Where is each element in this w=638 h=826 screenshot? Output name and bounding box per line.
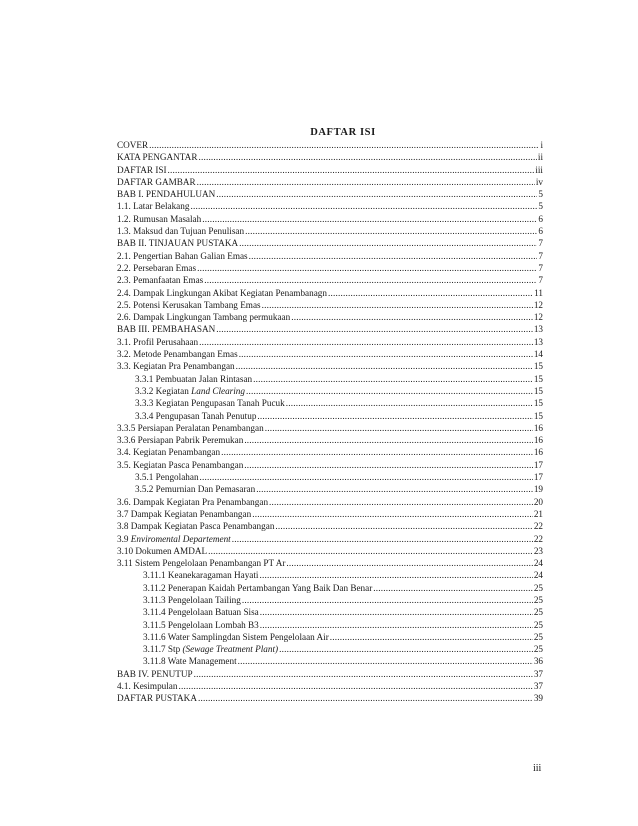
toc-entry-label: 3.3.5 Persiapan Peralatan Penambangan xyxy=(117,422,264,433)
dot-leader xyxy=(198,151,536,163)
dot-leader xyxy=(330,631,533,643)
toc-entry-label: BAB III. PEMBAHASAN xyxy=(117,324,216,335)
dot-leader xyxy=(239,237,537,249)
toc-entry xyxy=(117,164,543,176)
toc-entry-page: i xyxy=(540,140,543,150)
toc-entry xyxy=(117,496,543,508)
toc-entry xyxy=(117,373,543,385)
dot-leader xyxy=(291,311,533,323)
toc-entry xyxy=(117,582,543,594)
toc-entry-label: 3.11.6 Water Samplingdan Sistem Pengelolaan Air xyxy=(143,631,329,642)
toc-entry-page: 7 xyxy=(538,275,543,286)
dot-leader xyxy=(260,619,533,631)
toc-entry-page: 12 xyxy=(533,299,543,310)
dot-leader xyxy=(246,385,533,397)
toc-entry xyxy=(117,213,543,225)
toc-entry-label: 3.3.6 Persiapan Pabrik Peremukan xyxy=(117,435,244,446)
toc-entry-page: 5 xyxy=(538,201,543,212)
dot-leader xyxy=(245,225,537,237)
toc-entry-label: 3.11.1 Keanekaragaman Hayati xyxy=(143,570,259,581)
dot-leader xyxy=(265,422,533,434)
toc-entry xyxy=(117,299,543,311)
dot-leader xyxy=(200,471,533,483)
toc-entry-label: 3.3.2 Kegiatan Land Clearing xyxy=(135,385,245,396)
toc-entry xyxy=(117,385,543,397)
toc-entry-page: 25 xyxy=(533,594,543,605)
dot-leader xyxy=(198,692,533,704)
dot-leader xyxy=(279,643,533,655)
dot-leader xyxy=(286,397,533,409)
dot-leader xyxy=(238,655,533,667)
toc-entry-page: 5 xyxy=(538,189,543,200)
toc-entry-page: 7 xyxy=(538,250,543,261)
toc-entry-page: 15 xyxy=(533,373,543,384)
dot-leader xyxy=(260,606,533,618)
toc-entry-label: 3.11.8 Wate Management xyxy=(143,656,237,667)
toc-entry-label: 2.2. Persebaran Emas xyxy=(117,262,197,273)
toc-entry xyxy=(117,606,543,618)
toc-entry-page: ii xyxy=(537,152,543,163)
toc-entry xyxy=(117,151,543,163)
toc-entry-page: 7 xyxy=(538,262,543,273)
dot-leader xyxy=(190,200,537,212)
dot-leader xyxy=(373,582,533,594)
toc-entry-label: BAB I. PENDAHULUAN xyxy=(117,189,216,200)
toc-entry xyxy=(117,287,543,299)
toc-entry-page: 14 xyxy=(533,349,543,360)
toc-entry-page: 25 xyxy=(533,607,543,618)
toc-entry xyxy=(117,692,543,704)
dot-leader xyxy=(259,569,532,581)
toc-entry-page: 36 xyxy=(533,656,543,667)
toc-entry-label: 3.3. Kegiatan Pra Penambangan xyxy=(117,361,235,372)
dot-leader xyxy=(202,213,537,225)
toc-entry xyxy=(117,643,543,655)
toc-entry xyxy=(117,483,543,495)
dot-leader xyxy=(168,164,535,176)
toc-entry-page: 6 xyxy=(538,213,543,224)
table-of-contents xyxy=(117,139,543,705)
toc-entry xyxy=(117,360,543,372)
toc-entry-page: 13 xyxy=(533,324,543,335)
dot-leader xyxy=(149,139,539,151)
toc-entry-page: 15 xyxy=(533,410,543,421)
dot-leader xyxy=(256,483,533,495)
toc-entry-page: 39 xyxy=(533,693,543,704)
dot-leader xyxy=(257,410,532,422)
toc-entry-label: BAB IV. PENUTUP xyxy=(117,668,193,679)
toc-entry xyxy=(117,237,543,249)
toc-entry-label: 1.1. Latar Belakang xyxy=(117,201,190,212)
toc-entry xyxy=(117,508,543,520)
toc-entry-page: 22 xyxy=(533,521,543,532)
toc-entry xyxy=(117,545,543,557)
dot-leader xyxy=(178,680,532,692)
toc-entry-label: BAB II. TINJAUAN PUSTAKA xyxy=(117,238,239,249)
dot-leader xyxy=(208,545,533,557)
toc-entry-label: KATA PENGANTAR xyxy=(117,152,198,163)
toc-entry-label: 3.4. Kegiatan Penambangan xyxy=(117,447,221,458)
toc-entry xyxy=(117,200,543,212)
dot-leader xyxy=(194,668,533,680)
dot-leader xyxy=(269,496,533,508)
toc-entry-page: 22 xyxy=(533,533,543,544)
toc-entry-page: 17 xyxy=(533,459,543,470)
dot-leader xyxy=(236,360,533,372)
toc-entry-label: 3.10 Dokumen AMDAL xyxy=(117,545,208,556)
toc-entry xyxy=(117,262,543,274)
toc-entry-page: 23 xyxy=(533,545,543,556)
toc-entry xyxy=(117,397,543,409)
toc-entry-label: 3.11.4 Pengelolaan Batuan Sisa xyxy=(143,607,259,618)
toc-entry-label: 3.11.2 Penerapan Kaidah Pertambangan Yang Baik Dan Benar xyxy=(143,582,373,593)
toc-entry xyxy=(117,250,543,262)
dot-leader xyxy=(253,373,533,385)
toc-entry-label: 3.7 Dampak Kegiatan Penambangan xyxy=(117,508,252,519)
toc-entry-label: DAFTAR ISI xyxy=(117,164,167,175)
toc-entry-label: 3.3.3 Kegiatan Pengupasan Tanah Pucuk xyxy=(135,398,285,409)
toc-entry-label: 4.1. Kesimpulan xyxy=(117,681,178,692)
toc-entry xyxy=(117,348,543,360)
toc-entry xyxy=(117,569,543,581)
toc-entry xyxy=(117,176,543,188)
page-title: DAFTAR ISI xyxy=(310,127,376,138)
toc-entry xyxy=(117,520,543,532)
toc-entry-label: 2.6. Dampak Lingkungan Tambang permukaan xyxy=(117,312,291,323)
toc-entry-page: 24 xyxy=(533,570,543,581)
toc-entry xyxy=(117,471,543,483)
toc-entry xyxy=(117,446,543,458)
toc-entry-label: DAFTAR GAMBAR xyxy=(117,176,196,187)
toc-entry xyxy=(117,680,543,692)
toc-entry xyxy=(117,225,543,237)
toc-entry-page: 7 xyxy=(538,238,543,249)
toc-entry-label: COVER xyxy=(117,140,149,150)
toc-entry-label: 3.6. Dampak Kegiatan Pra Penambangan xyxy=(117,496,269,507)
toc-entry-label: 3.1. Profil Perusahaan xyxy=(117,336,199,347)
dot-leader xyxy=(262,299,533,311)
toc-entry xyxy=(117,434,543,446)
dot-leader xyxy=(252,508,533,520)
toc-entry-page: 15 xyxy=(533,361,543,372)
dot-leader xyxy=(216,323,533,335)
toc-entry-label: 1.2. Rumusan Masalah xyxy=(117,213,202,224)
toc-entry xyxy=(117,668,543,680)
toc-entry-label: 3.11.7 Stp (Sewage Treatment Plant) xyxy=(143,644,279,655)
dot-leader xyxy=(244,459,533,471)
toc-entry-label: 2.4. Dampak Lingkungan Akibat Kegiatan Penambanagn xyxy=(117,287,327,298)
toc-entry xyxy=(117,422,543,434)
toc-entry xyxy=(117,188,543,200)
toc-entry-page: 25 xyxy=(533,582,543,593)
toc-entry-page: 16 xyxy=(533,435,543,446)
toc-entry-page: 16 xyxy=(533,447,543,458)
toc-entry xyxy=(117,631,543,643)
toc-entry-page: 21 xyxy=(533,508,543,519)
dot-leader xyxy=(244,434,533,446)
toc-entry-label: 3.5.1 Pengolahan xyxy=(135,472,199,483)
toc-entry-label: DAFTAR PUSTAKA xyxy=(117,693,197,704)
toc-entry xyxy=(117,619,543,631)
page-number: iii xyxy=(533,763,542,774)
toc-entry-page: 25 xyxy=(533,619,543,630)
dot-leader xyxy=(216,188,537,200)
toc-entry xyxy=(117,410,543,422)
dot-leader xyxy=(199,336,533,348)
dot-leader xyxy=(232,533,533,545)
toc-entry-label: 1.3. Maksud dan Tujuan Penulisan xyxy=(117,226,245,237)
dot-leader xyxy=(204,274,537,286)
toc-entry-page: 6 xyxy=(538,226,543,237)
toc-entry-page: 25 xyxy=(533,631,543,642)
toc-entry-page: 20 xyxy=(533,496,543,507)
toc-entry-label: 2.5. Potensi Kerusakan Tambang Emas xyxy=(117,299,261,310)
dot-leader xyxy=(249,250,538,262)
dot-leader xyxy=(197,262,537,274)
dot-leader xyxy=(328,287,533,299)
toc-entry xyxy=(117,459,543,471)
dot-leader xyxy=(239,348,533,360)
toc-entry-label: 2.3. Pemanfaatan Emas xyxy=(117,275,204,286)
toc-entry xyxy=(117,533,543,545)
dot-leader xyxy=(286,557,532,569)
toc-entry-page: 12 xyxy=(533,312,543,323)
toc-entry xyxy=(117,594,543,606)
toc-entry-page: 19 xyxy=(533,484,543,495)
toc-entry xyxy=(117,274,543,286)
toc-entry xyxy=(117,311,543,323)
toc-entry-page: iii xyxy=(535,164,543,175)
toc-entry xyxy=(117,655,543,667)
toc-entry-page: 37 xyxy=(533,681,543,692)
toc-entry-label: 3.2. Metode Penambangan Emas xyxy=(117,349,238,360)
toc-entry-label: 2.1. Pengertian Bahan Galian Emas xyxy=(117,250,248,261)
toc-entry-page: 16 xyxy=(533,422,543,433)
toc-entry-label: 3.3.1 Pembuatan Jalan Rintasan xyxy=(135,373,253,384)
toc-entry xyxy=(117,323,543,335)
toc-entry-page: 17 xyxy=(533,472,543,483)
toc-entry-page: 37 xyxy=(533,668,543,679)
toc-entry-page: iv xyxy=(535,176,543,187)
toc-entry-page: 25 xyxy=(533,644,543,655)
toc-entry-page: 11 xyxy=(534,287,543,298)
dot-leader xyxy=(275,520,532,532)
toc-entry xyxy=(117,557,543,569)
toc-entry xyxy=(117,336,543,348)
toc-entry-page: 24 xyxy=(533,558,543,569)
toc-entry-label: 3.11 Sistem Pengelolaan Penambangan PT Ar xyxy=(117,558,286,569)
toc-entry-label: 3.5. Kegiatan Pasca Penambangan xyxy=(117,459,244,470)
toc-entry-label: 3.8 Dampak Kegiatan Pasca Penambangan xyxy=(117,521,275,532)
toc-entry-label: 3.3.4 Pengupasan Tanah Penutup xyxy=(135,410,257,421)
toc-entry-label: 3.11.5 Pengelolaan Lombah B3 xyxy=(143,619,259,630)
toc-entry-label: 3.11.3 Pengelolaan Tailing xyxy=(143,594,241,605)
toc-entry-page: 15 xyxy=(533,385,543,396)
dot-leader xyxy=(242,594,533,606)
toc-entry-label: 3.5.2 Pemurnian Dan Pemasaran xyxy=(135,484,256,495)
toc-entry xyxy=(117,139,543,151)
toc-entry-page: 15 xyxy=(533,398,543,409)
toc-entry-page: 13 xyxy=(533,336,543,347)
toc-entry-label: 3.9 Enviromental Departement xyxy=(117,533,231,544)
dot-leader xyxy=(197,176,535,188)
dot-leader xyxy=(221,446,533,458)
